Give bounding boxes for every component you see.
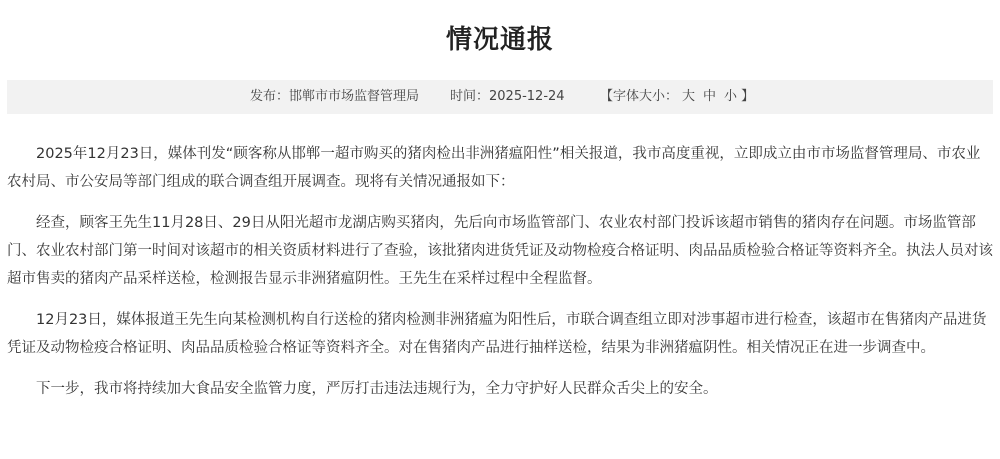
article-meta-bar — [7, 80, 993, 114]
font-size-control — [600, 80, 754, 114]
time-value: 2025-12-24 — [489, 89, 565, 104]
time-label: 时间： — [450, 89, 490, 104]
article-body — [7, 140, 993, 416]
publisher-label: 发布： — [250, 89, 290, 104]
paragraph-investigation: 经查，顾客王先生11月28日、29日从阳光超市龙湖店购买猪肉，先后向市场监管部门、农业农村部门投诉该超市销售的猪肉存在问题。市场监管部门、农业农村部门第一时间对该超市的相关资质材料进行了查验，该批猪肉进货凭证及动物检疫合格证明、肉品品质检验合格证等资料齐全。执法人员对该超市售卖的猪肉产品采样送检，检测报告显示非洲猪瘟阴性。王先生在采样过程中全程监督。 — [7, 215, 993, 287]
page-title: 情况通报 — [445, 25, 554, 55]
paragraph-followup-check: 12月23日，媒体报道王先生向某检测机构自行送检的猪肉检测非洲猪瘟为阳性后，市联合调查组立即对涉事超市进行检查，该超市在售猪肉产品进货凭证及动物检疫合格证明、肉品品质检验合格证等资料齐全。对在售猪肉产品进行抽样送检，结果为非洲猪瘟阴性。相关情况正在进一步调查中。 — [7, 312, 987, 356]
publisher-info — [250, 80, 419, 114]
publish-time — [450, 80, 565, 114]
font-size-small-link[interactable]: 小 — [724, 89, 738, 104]
paragraph-intro: 2025年12月23日，媒体刊发“顾客称从邯郸一超市购买的猪肉检出非洲猪瘟阳性”相关报道，我市高度重视，立即成立由市市场监督管理局、市农业农村局、市公安局等部门组成的联合调查组开展调查。现将有关情况通报如下： — [7, 146, 981, 190]
publisher-name: 邯郸市市场监督管理局 — [289, 89, 420, 104]
paragraph-next-steps: 下一步，我市将持续加大食品安全监管力度，严厉打击违法违规行为，全力守护好人民群众舌尖上的安全。 — [36, 381, 718, 397]
font-size-large-link[interactable]: 大 — [682, 89, 696, 104]
font-size-bracket-close: 】 — [741, 89, 755, 104]
font-size-label: 【字体大小： — [600, 89, 679, 104]
font-size-medium-link[interactable]: 中 — [703, 89, 717, 104]
